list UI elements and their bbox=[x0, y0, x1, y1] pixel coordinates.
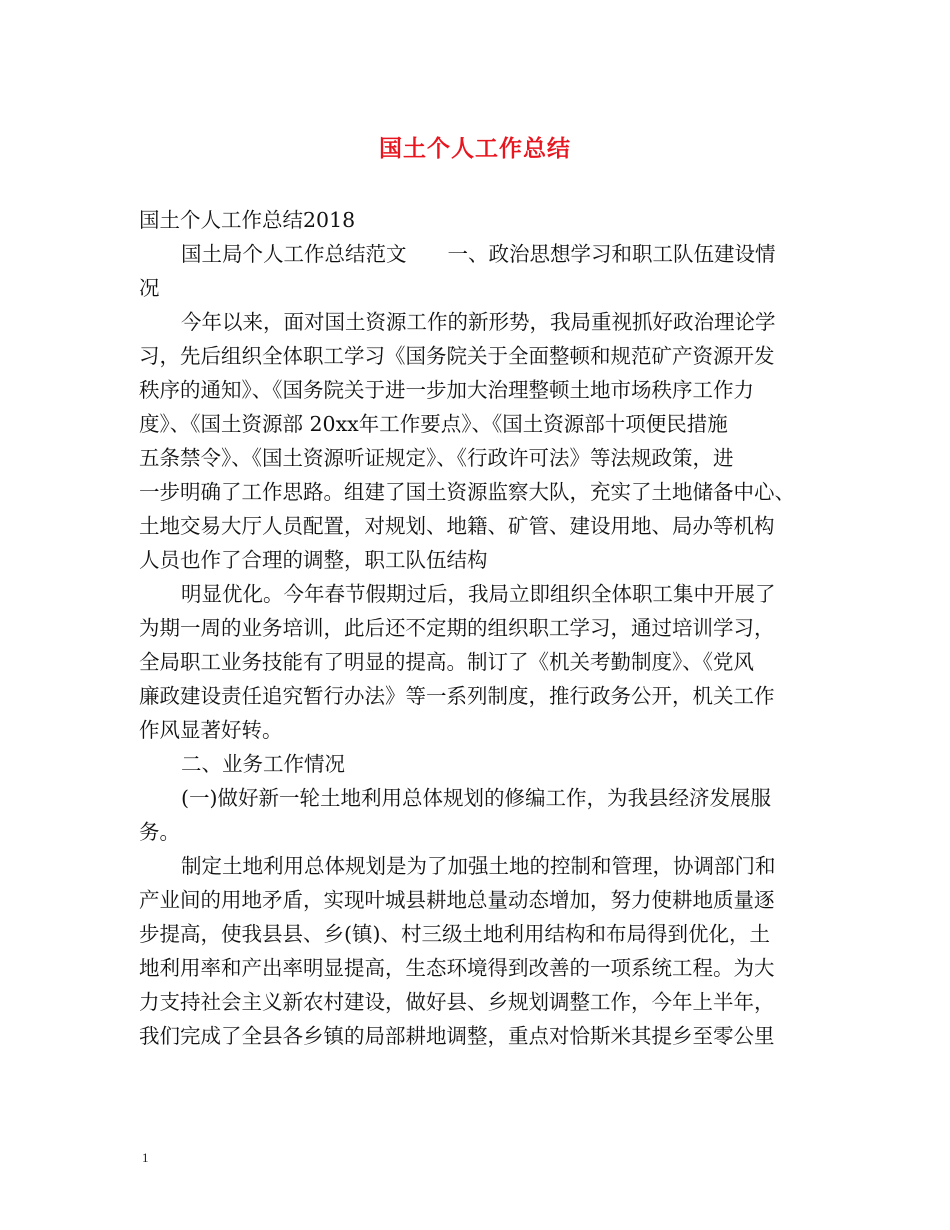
text-line: 产业间的用地矛盾，实现叶城县耕地总量动态增加，努力使耕地质量逐 bbox=[139, 888, 775, 912]
text-line: 今年以来，面对国土资源工作的新形势，我局重视抓好政治理论学 bbox=[181, 310, 776, 334]
text-line: 我们完成了全县各乡镇的局部耕地调整，重点对恰斯米其提乡至零公里 bbox=[139, 1024, 775, 1048]
page-number: 1 bbox=[142, 1150, 149, 1165]
text-line: 度》、《国土资源部 20xx年工作要点》、《国土资源部十项便民措施 bbox=[139, 412, 728, 436]
text-line: 人员也作了合理的调整，职工队伍结构 bbox=[139, 548, 488, 572]
text-line: 国土局个人工作总结范文 一、政治思想学习和职工队伍建设情 bbox=[181, 242, 776, 266]
text-line: 土地交易大厅人员配置，对规划、地籍、矿管、建设用地、局办等机构 bbox=[139, 514, 775, 538]
page-title: 国土个人工作总结 bbox=[379, 135, 571, 162]
text-line: (一)做好新一轮土地利用总体规划的修编工作，为我县经济发展服 bbox=[181, 786, 771, 810]
text-line: 作风显著好转。 bbox=[139, 718, 283, 742]
text-line: 明显优化。今年春节假期过后，我局立即组织全体职工集中开展了 bbox=[181, 582, 776, 606]
text-line: 况 bbox=[139, 276, 160, 300]
text-line: 秩序的通知》、《国务院关于进一步加大治理整顿土地市场秩序工作力 bbox=[139, 378, 754, 402]
section-heading: 二、业务工作情况 bbox=[181, 752, 345, 776]
text-line: 为期一周的业务培训，此后还不定期的组织职工学习，通过培训学习， bbox=[139, 616, 775, 640]
text-line: 一步明确了工作思路。组建了国土资源监察大队，充实了土地储备中心、 bbox=[139, 480, 795, 504]
text-line: 制定土地利用总体规划是为了加强土地的控制和管理，协调部门和 bbox=[181, 854, 776, 878]
text-line: 步提高，使我县县、乡(镇)、村三级土地利用结构和布局得到优化，土 bbox=[139, 922, 770, 946]
text-line: 习，先后组织全体职工学习《国务院关于全面整顿和规范矿产资源开发 bbox=[139, 344, 775, 368]
text-line: 力支持社会主义新农村建设，做好县、乡规划调整工作，今年上半年， bbox=[139, 990, 775, 1014]
text-line: 地利用率和产出率明显提高，生态环境得到改善的一项系统工程。为大 bbox=[139, 956, 775, 980]
document-body bbox=[139, 203, 829, 1053]
text-line: 务。 bbox=[139, 820, 180, 844]
text-line: 全局职工业务技能有了明显的提高。制订了《机关考勤制度》、《党风 bbox=[139, 650, 754, 674]
text-line: 国土个人工作总结2018 bbox=[139, 208, 356, 232]
text-line: 五条禁令》、《国土资源听证规定》、《行政许可法》等法规政策，进 bbox=[139, 446, 734, 470]
text-line: 廉政建设责任追究暂行办法》等一系列制度，推行政务公开，机关工作 bbox=[139, 684, 775, 708]
